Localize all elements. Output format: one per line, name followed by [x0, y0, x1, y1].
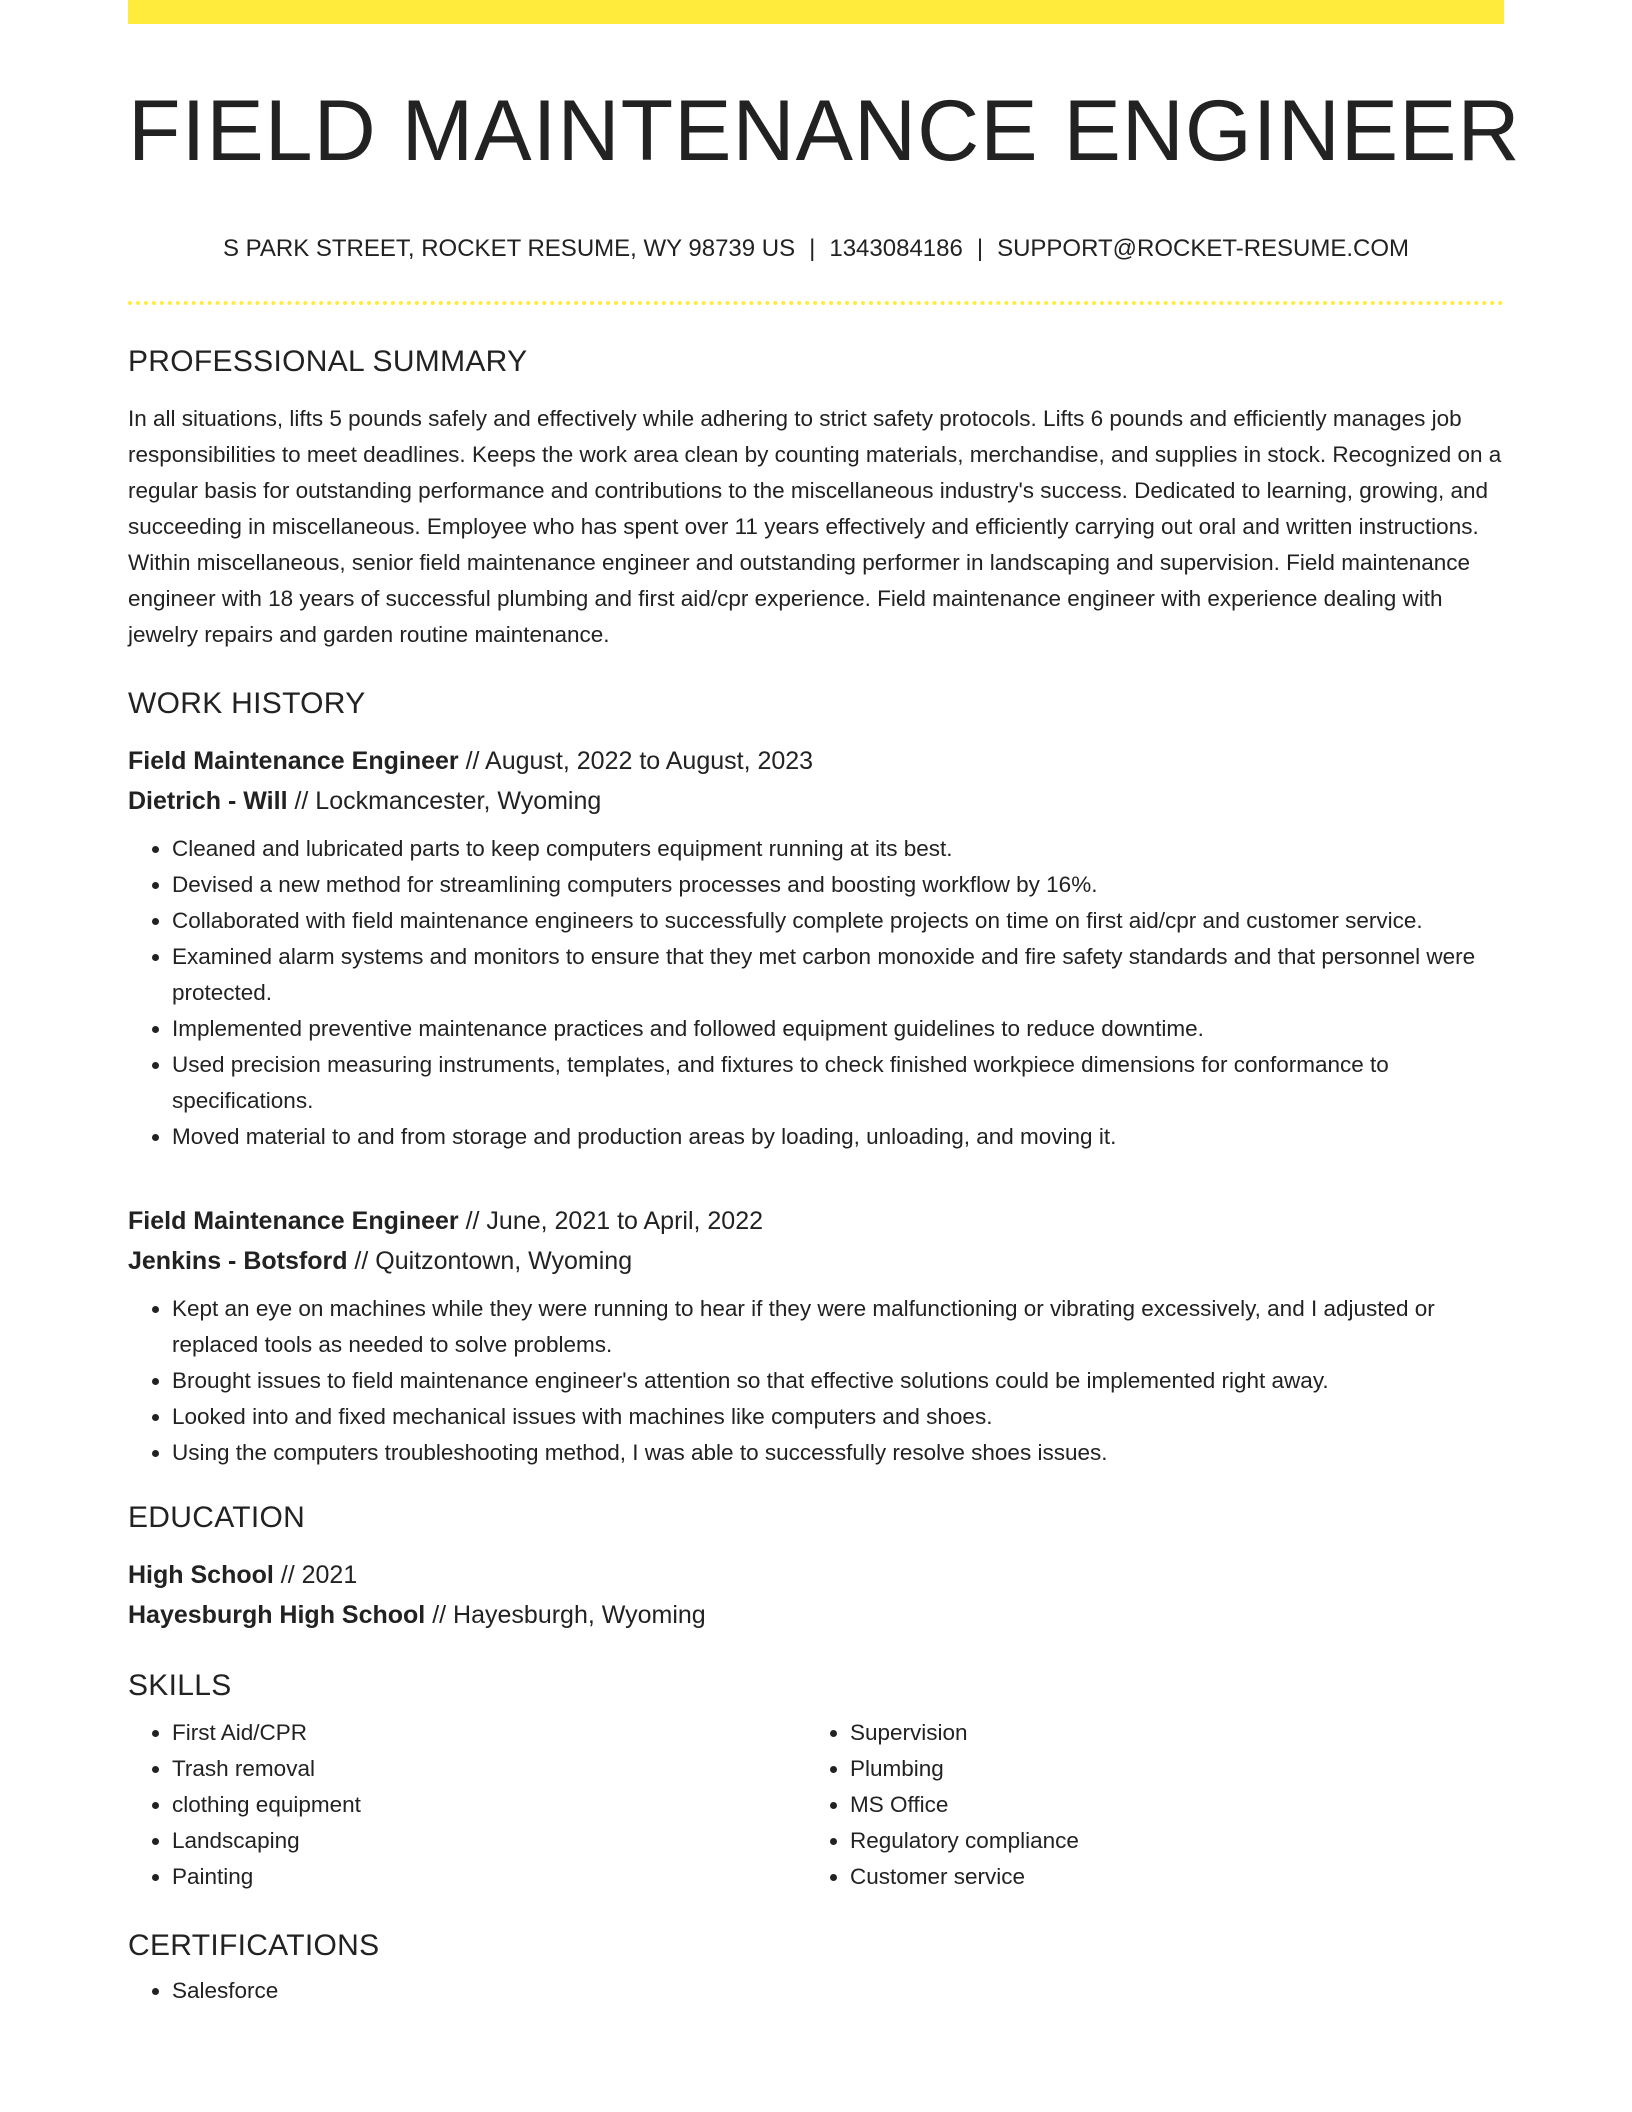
skills-grid — [128, 1715, 1504, 1895]
skill-item: • Trash removal — [172, 1751, 806, 1787]
job-company-line — [128, 1241, 1504, 1281]
skill-item: • Painting — [172, 1859, 806, 1895]
skill-item: • Landscaping — [172, 1823, 806, 1859]
job-location: // Lockmancester, Wyoming — [287, 786, 602, 815]
education-degree-line — [128, 1555, 1504, 1595]
job-title-line — [128, 1201, 1504, 1241]
skills-list — [128, 1715, 806, 1895]
job-dates: // June, 2021 to April, 2022 — [458, 1206, 764, 1235]
education-school: Hayesburgh High School — [128, 1600, 426, 1629]
summary-heading: PROFESSIONAL SUMMARY — [128, 344, 528, 378]
skill-item: • clothing equipment — [172, 1787, 806, 1823]
job-title-line — [128, 741, 1504, 781]
job-bullet: • Examined alarm systems and monitors to ensure that they met carbon monoxide and fire safety standards and that personnel were protected. — [172, 939, 1504, 1011]
contact-separator: | — [809, 234, 816, 262]
certifications-heading: CERTIFICATIONS — [128, 1928, 380, 1962]
skill-item: • MS Office — [850, 1787, 1484, 1823]
education-location: // Hayesburgh, Wyoming — [425, 1600, 706, 1629]
job-bullet: • Devised a new method for streamlining computers processes and boosting workflow by 16%. — [172, 867, 1504, 903]
contact-phone: 1343084186 — [829, 234, 963, 262]
skill-item: • First Aid/CPR — [172, 1715, 806, 1751]
job-company: Dietrich - Will — [128, 786, 288, 815]
job-bullet: • Implemented preventive maintenance practices and followed equipment guidelines to reduce downtime. — [172, 1011, 1504, 1047]
job-title: Field Maintenance Engineer — [128, 1206, 459, 1235]
skill-item: • Regulatory compliance — [850, 1823, 1484, 1859]
job-company-line — [128, 781, 1504, 821]
job-bullet: • Moved material to and from storage and production areas by loading, unloading, and moving it. — [172, 1119, 1504, 1155]
job-bullet: • Used precision measuring instruments, templates, and fixtures to check finished workpiece dimensions for conformance to specifications. — [172, 1047, 1504, 1119]
job-dates: // August, 2022 to August, 2023 — [458, 746, 814, 775]
job-bullets — [128, 831, 1504, 1155]
job-title: Field Maintenance Engineer — [128, 746, 459, 775]
education-year: // 2021 — [273, 1560, 358, 1589]
job-bullet: • Collaborated with field maintenance engineers to successfully complete projects on time on first aid/cpr and customer service. — [172, 903, 1504, 939]
contact-email: SUPPORT@ROCKET-RESUME.COM — [997, 234, 1410, 262]
skill-item: • Plumbing — [850, 1751, 1484, 1787]
accent-top-bar — [128, 0, 1504, 24]
work-history-heading: WORK HISTORY — [128, 686, 366, 720]
certifications-list — [128, 1973, 1504, 2009]
job-bullets — [128, 1291, 1504, 1471]
certification-item: • Salesforce — [172, 1973, 1504, 2009]
job-bullet: • Kept an eye on machines while they were running to hear if they were malfunctioning or vibrating excessively, and I adjusted or replaced tools as needed to solve problems. — [172, 1291, 1504, 1363]
skills-list — [806, 1715, 1484, 1895]
job-bullet: • Looked into and fixed mechanical issues with machines like computers and shoes. — [172, 1399, 1504, 1435]
education-degree: High School — [128, 1560, 274, 1589]
job-location: // Quitzontown, Wyoming — [347, 1246, 633, 1275]
job-bullet: • Cleaned and lubricated parts to keep computers equipment running at its best. — [172, 831, 1504, 867]
summary-text: In all situations, lifts 5 pounds safely and effectively while adhering to strict safety protocols. Lifts 6 pounds and efficiently manages job responsibilities to meet deadlines. Keeps the work area clean by counting materials, merchandise, and supplies in stock. Recognized on a regular basis for outstanding performance and contributions to the miscellaneous industry's success. Dedicated to learning, growing, and succeeding in miscellaneous. Employee who has spent over 11 years effectively and efficiently carrying out oral and written instructions. Within miscellaneous, senior field maintenance engineer and outstanding performer in landscaping and supervision. Field maintenance engineer with 18 years of successful plumbing and first aid/cpr experience. Field maintenance engineer with experience dealing with jewelry repairs and garden routine maintenance. — [128, 405, 1502, 647]
education-school-line — [128, 1595, 1504, 1635]
job-bullet: • Using the computers troubleshooting method, I was able to successfully resolve shoes issues. — [172, 1435, 1504, 1471]
job-bullet: • Brought issues to field maintenance engineer's attention so that effective solutions could be implemented right away. — [172, 1363, 1504, 1399]
contact-separator: | — [976, 234, 984, 262]
education-heading: EDUCATION — [128, 1500, 306, 1534]
skill-item: • Customer service — [850, 1859, 1484, 1895]
job-company: Jenkins - Botsford — [128, 1246, 348, 1275]
skills-column-right — [806, 1715, 1484, 1895]
resume-title: FIELD MAINTENANCE ENGINEER — [128, 83, 1521, 179]
skills-column-left — [128, 1715, 806, 1895]
skill-item: • Supervision — [850, 1715, 1484, 1751]
skills-heading: SKILLS — [128, 1668, 232, 1702]
contact-address: S PARK STREET, ROCKET RESUME, WY 98739 US — [222, 234, 796, 262]
contact-line — [128, 235, 1504, 263]
dotted-divider — [128, 301, 1504, 305]
resume-page — [128, 0, 1521, 2009]
